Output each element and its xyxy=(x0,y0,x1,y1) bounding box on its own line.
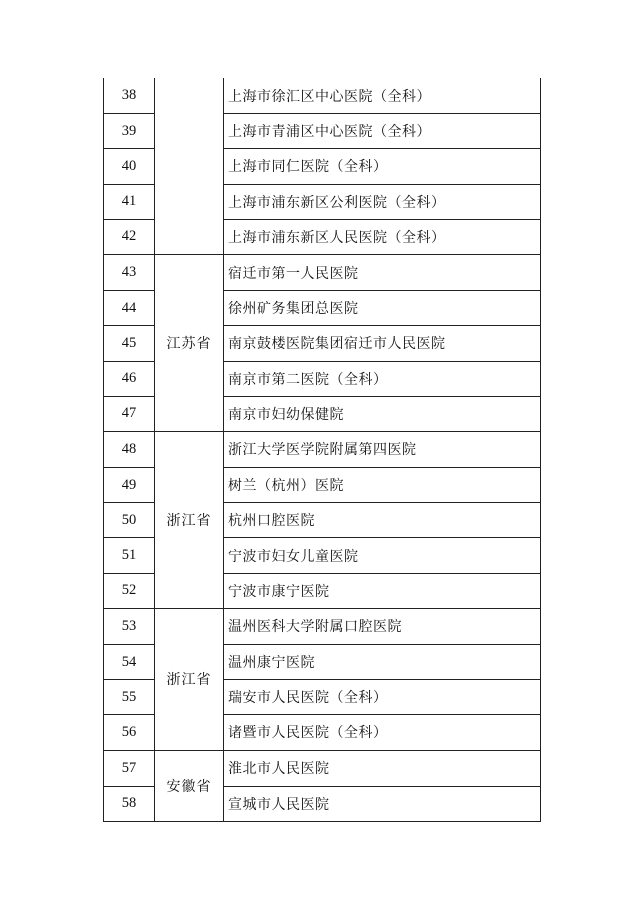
hospital-name: 宁波市妇女儿童医院 xyxy=(224,537,540,572)
row-number: 46 xyxy=(104,361,154,396)
number-column xyxy=(104,432,155,608)
number-column xyxy=(104,255,155,431)
row-number: 49 xyxy=(104,467,154,502)
hospital-name: 树兰（杭州）医院 xyxy=(224,467,540,502)
row-number: 58 xyxy=(104,786,154,821)
province-cell xyxy=(155,78,224,254)
province-group-jiangsu xyxy=(104,254,540,431)
hospital-name: 温州医科大学附属口腔医院 xyxy=(228,619,402,636)
row-number: 43 xyxy=(121,264,137,281)
row-number: 41 xyxy=(104,184,154,219)
row-number: 42 xyxy=(104,219,154,254)
row-number: 50 xyxy=(104,502,154,537)
row-number: 53 xyxy=(121,617,137,634)
hospital-name: 上海市青浦区中心医院（全科） xyxy=(224,113,540,148)
row-number: 57 xyxy=(121,759,137,776)
hospital-name: 南京市妇幼保健院 xyxy=(224,396,540,431)
row-number: 56 xyxy=(104,714,154,749)
row-number: 52 xyxy=(104,573,154,608)
hospital-name: 杭州口腔医院 xyxy=(224,502,540,537)
province-group-zhejiang-2 xyxy=(104,608,540,750)
province-cell: 浙江省 xyxy=(155,432,224,608)
number-column xyxy=(104,78,155,254)
province-group-anhui xyxy=(104,750,540,821)
hospital-name: 南京市第二医院（全科） xyxy=(224,361,540,396)
row-number: 38 xyxy=(121,87,137,104)
province-cell: 江苏省 xyxy=(155,255,224,431)
hospital-name: 上海市同仁医院（全科） xyxy=(224,148,540,183)
province-group-zhejiang xyxy=(104,431,540,608)
row-number: 54 xyxy=(104,644,154,679)
hospital-name: 宁波市康宁医院 xyxy=(224,573,540,608)
number-column xyxy=(104,609,155,750)
hospital-column xyxy=(224,432,540,608)
province-cell: 安徽省 xyxy=(155,751,224,821)
row-number: 40 xyxy=(104,148,154,183)
hospital-name: 宿迁市第一人民医院 xyxy=(228,265,359,282)
province-cell: 浙江省 xyxy=(155,609,224,750)
hospital-column xyxy=(224,78,540,254)
hospital-column xyxy=(224,751,540,821)
hospital-name: 温州康宁医院 xyxy=(224,644,540,679)
row-number: 55 xyxy=(104,679,154,714)
province-group-shanghai xyxy=(104,78,540,254)
hospital-name: 徐州矿务集团总医院 xyxy=(224,290,540,325)
row-number: 44 xyxy=(104,290,154,325)
row-number: 51 xyxy=(104,537,154,572)
hospital-name: 南京鼓楼医院集团宿迁市人民医院 xyxy=(224,325,540,360)
hospital-table xyxy=(103,78,541,822)
hospital-name: 浙江大学医学院附属第四医院 xyxy=(228,442,417,459)
hospital-column xyxy=(224,609,540,750)
hospital-column xyxy=(224,255,540,431)
hospital-name: 上海市浦东新区公利医院（全科） xyxy=(224,184,540,219)
hospital-name: 上海市徐汇区中心医院（全科） xyxy=(228,88,431,105)
hospital-name: 淮北市人民医院 xyxy=(228,761,330,778)
hospital-name: 上海市浦东新区人民医院（全科） xyxy=(224,219,540,254)
number-column xyxy=(104,751,155,821)
row-number: 48 xyxy=(121,440,137,457)
row-number: 45 xyxy=(104,325,154,360)
hospital-name: 宣城市人民医院 xyxy=(224,786,540,821)
hospital-name: 瑞安市人民医院（全科） xyxy=(224,679,540,714)
row-number: 39 xyxy=(104,113,154,148)
hospital-name: 诸暨市人民医院（全科） xyxy=(224,714,540,749)
row-number: 47 xyxy=(104,396,154,431)
